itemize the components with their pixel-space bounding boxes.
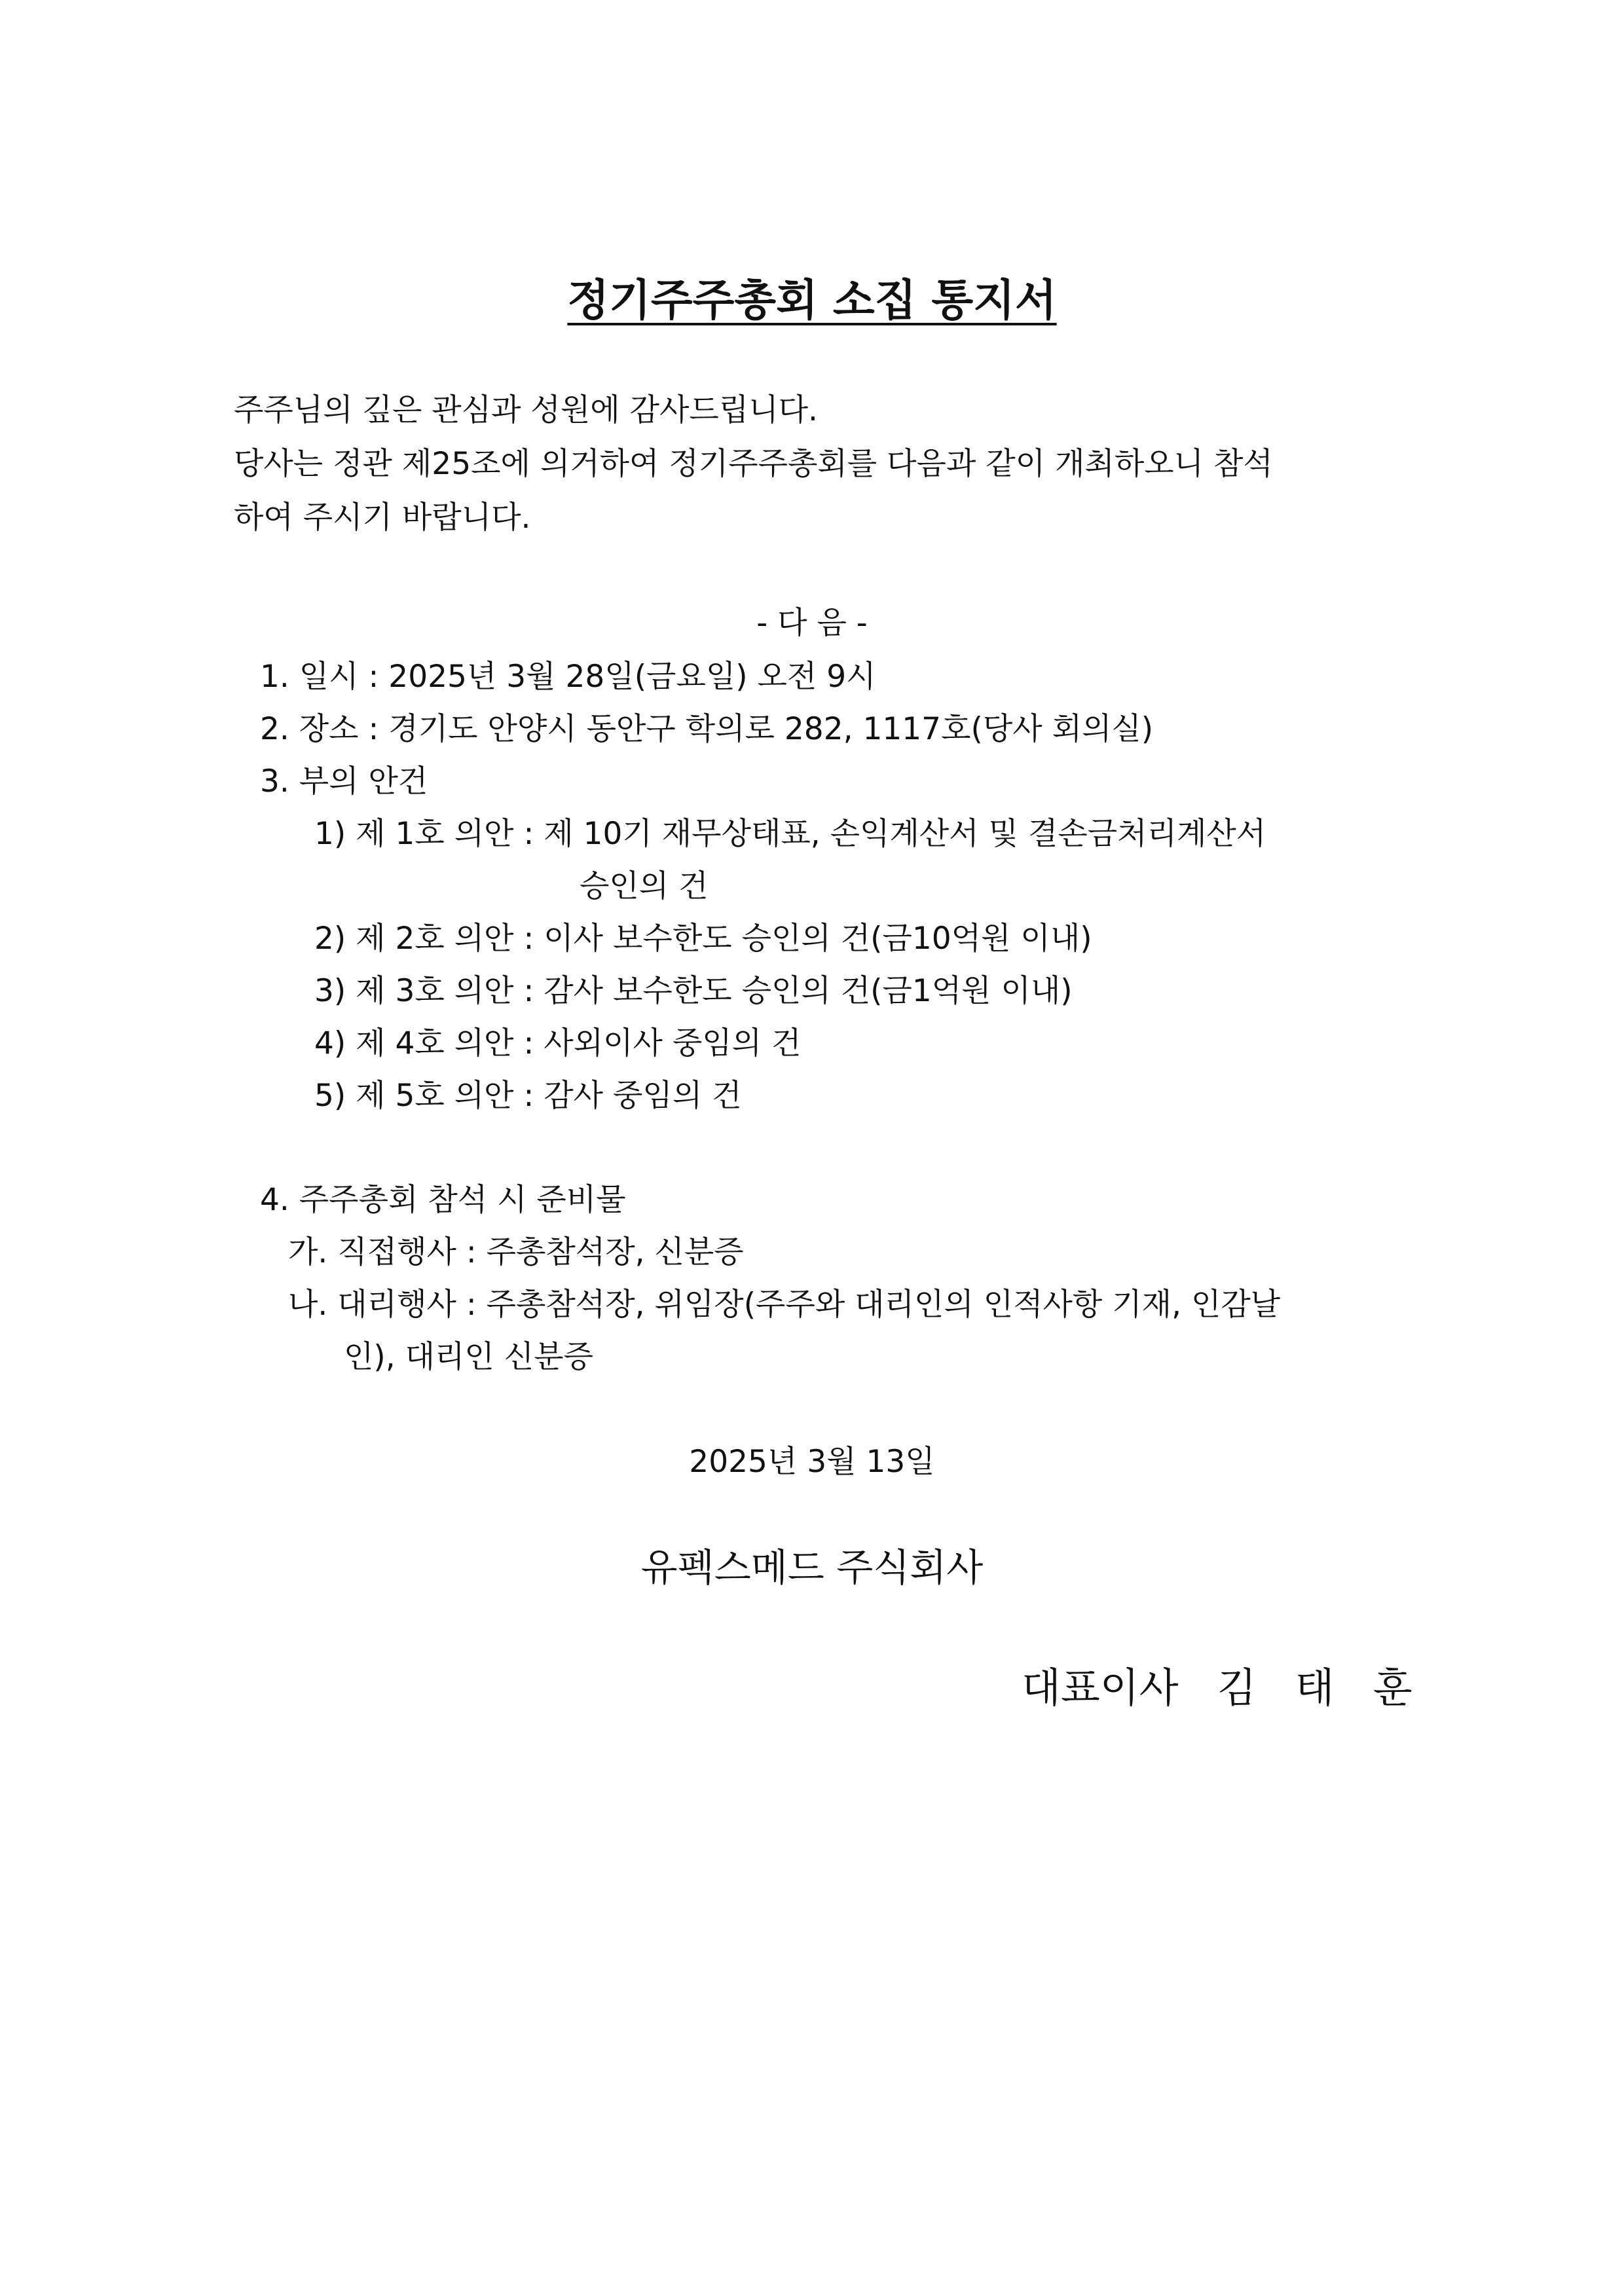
agenda-item-1-cont: 승인의 건 bbox=[580, 868, 709, 904]
item-agenda-heading: 3. 부의 안건 bbox=[260, 763, 428, 799]
document-title: 정기주주총회 소집 통지서 bbox=[567, 275, 1057, 325]
signature-ceo: 대표이사 김 태 훈 bbox=[1022, 1664, 1412, 1712]
prep-direct: 가. 직접행사 : 주총참석장, 신분증 bbox=[288, 1234, 744, 1270]
item-datetime: 1. 일시 : 2025년 3월 28일(금요일) 오전 9시 bbox=[260, 659, 876, 695]
prep-proxy: 나. 대리행사 : 주총참석장, 위임장(주주와 대리인의 인적사항 기재, 인감날 bbox=[288, 1287, 1281, 1323]
section-heading: - 다 음 - bbox=[756, 605, 868, 641]
greeting-line-1: 주주님의 깊은 관심과 성원에 감사드립니다. bbox=[234, 392, 818, 428]
agenda-item-2: 2) 제 2호 의안 : 이사 보수한도 승인의 건(금10억원 이내) bbox=[314, 921, 1092, 957]
greeting-line-2: 당사는 정관 제25조에 의거하여 정기주주총회를 다음과 같이 개최하오니 참석 bbox=[234, 446, 1273, 482]
notice-date: 2025년 3월 13일 bbox=[689, 1444, 935, 1480]
prep-proxy-cont: 인), 대리인 신분증 bbox=[344, 1339, 593, 1375]
item-location: 2. 장소 : 경기도 안양시 동안구 학의로 282, 1117호(당사 회의실) bbox=[260, 711, 1154, 747]
agenda-item-5: 5) 제 5호 의안 : 감사 중임의 건 bbox=[314, 1078, 742, 1114]
company-name: 유펙스메드 주식회사 bbox=[640, 1545, 984, 1590]
agenda-item-3: 3) 제 3호 의안 : 감사 보수한도 승인의 건(금1억원 이내) bbox=[314, 973, 1073, 1009]
greeting-line-3: 하여 주시기 바랍니다. bbox=[234, 500, 531, 536]
item-preparation-heading: 4. 주주총회 참석 시 준비물 bbox=[260, 1182, 626, 1218]
agenda-item-1: 1) 제 1호 의안 : 제 10기 재무상태표, 손익계산서 및 결손금처리계산서 bbox=[314, 816, 1266, 852]
agenda-item-4: 4) 제 4호 의안 : 사외이사 중임의 건 bbox=[314, 1025, 802, 1061]
